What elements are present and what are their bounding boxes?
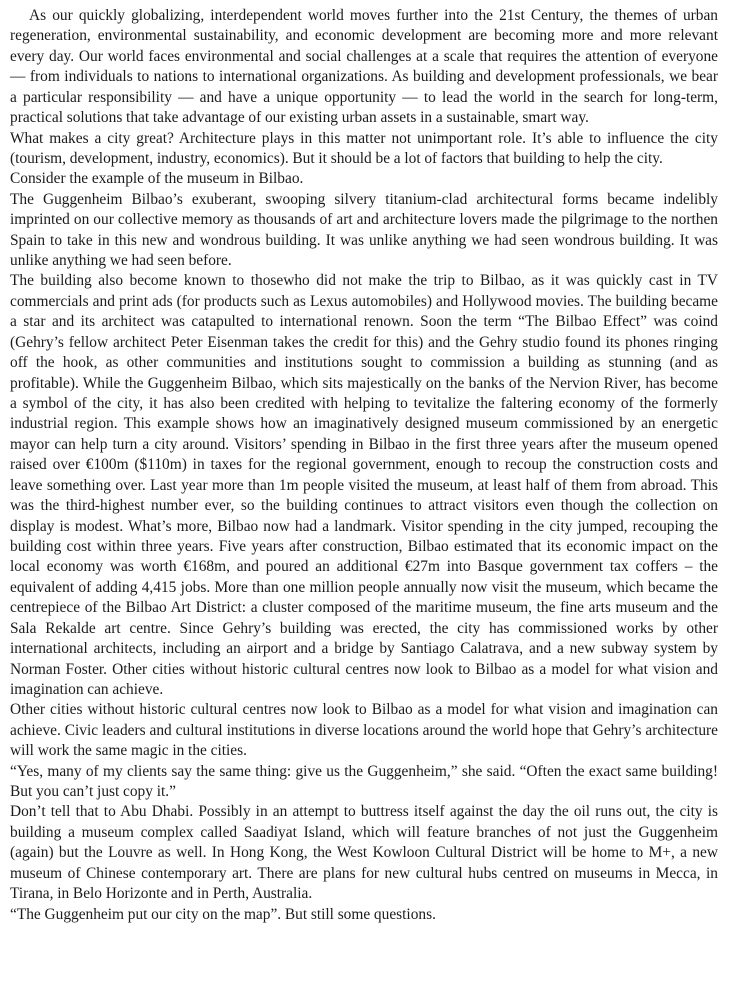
paragraph-4: The Guggenheim Bilbao’s exuberant, swooping silvery titanium-clad architectural forms became indelibly imprinted on our collective memory as thousands of art and architecture lovers made the pilgrimage to the northen Spain to take in this new and wondrous building. It was unlike anything we had seen wondrous building. It was unlike anything we had seen before. xyxy=(10,190,718,270)
paragraph-9: “The Guggenheim put our city on the map”. But still some questions. xyxy=(10,905,436,923)
paragraph-3: Consider the example of the museum in Bilbao. xyxy=(10,170,304,188)
paragraph-7: “Yes, many of my clients say the same thing: give us the Guggenheim,” she said. “Often the exact same building! But you can’t just copy it.” xyxy=(10,762,718,801)
paragraph-8: Don’t tell that to Abu Dhabi. Possibly in an attempt to buttress itself against the day the oil runs out, the city is building a museum complex called Saadiyat Island, which will feature branches of not just the Guggenheim (again) but the Louvre as well. In Hong Kong, the West Kowloon Cultural District will be home to M+, a new museum of Chinese contemporary art. There are plans for new cultural hubs centred on museums in Mecca, in Tirana, in Belo Horizonte and in Perth, Australia. xyxy=(10,803,718,903)
paragraph-5: The building also become known to thosewho did not make the trip to Bilbao, as it was quickly cast in TV commercials and print ads (for products such as Lexus automobiles) and Hollywood movies. The building became a star and its architect was catapulted to international renown. Soon the term “The Bilbao Effect” was coind (Gehry’s fellow architect Peter Eisenman takes the credit for this) and the Gehry studio found its phones ringing off the hook, as other communities and institutions sought to commission a building as stunning (and as profitable). While the Guggenheim Bilbao, which sits majestically on the banks of the Nervion River, has become a symbol of the city, it has also been credited with helping to tevitalize the faltering economy of the formerly industrial region. This example shows how an imaginatively designed museum commissioned by an energetic mayor can help turn a city around. Visitors’ spending in Bilbao in the first three years after the museum opened raised over €100m ($110m) in taxes for the regional government, enough to recoup the construction costs and leave something over. Last year more than 1m people visited the museum, at least half of them from abroad. This was the third-highest number ever, so the building continues to attract visitors even though the collection on display is modest. What’s more, Bilbao now had a landmark. Visitor spending in the city jumped, recouping the building cost within three years. Five years after construction, Bilbao estimated that its economic impact on the local economy was worth €168m, and poured an additional €27m into Basque government tax coffers – the equivalent of adding 4,415 jobs. More than one million people annually now visit the museum, which became the centrepiece of the Bilbao Art District: a cluster composed of the maritime museum, the fine arts museum and the Sala Rekalde art centre. Since Gehry’s building was erected, the city has commissioned works by other international architects, including an airport and a bridge by Santiago Calatrava, and a new subway system by Norman Foster. Other cities without historic cultural centres now look to Bilbao as a model for what vision and imagination can achieve. xyxy=(10,272,718,698)
paragraph-2: What makes a city great? Architecture plays in this matter not unimportant role. It’s able to influence the city (tourism, development, industry, economics). But it should be a lot of factors that building to help the city. xyxy=(10,129,718,167)
paragraph-1: As our quickly globalizing, interdependent world moves further into the 21st Century, the themes of urban regeneration, environmental sustainability, and economic development are becoming more and more relevant every day. Our world faces environmental and social challenges at a scale that requires the attention of everyone — from individuals to nations to international organizations. As building and development professionals, we bear a particular responsibility — and have a unique opportunity — to lead the world in the search for long-term, practical solutions that take advantage of our existing urban assets in a sustainable, smart way. xyxy=(10,7,718,127)
article-body xyxy=(10,6,718,925)
paragraph-6: Other cities without historic cultural centres now look to Bilbao as a model for what vision and imagination can achieve. Civic leaders and cultural institutions in diverse locations around the world hope that Gehry’s architecture will work the same magic in the cities. xyxy=(10,701,718,760)
